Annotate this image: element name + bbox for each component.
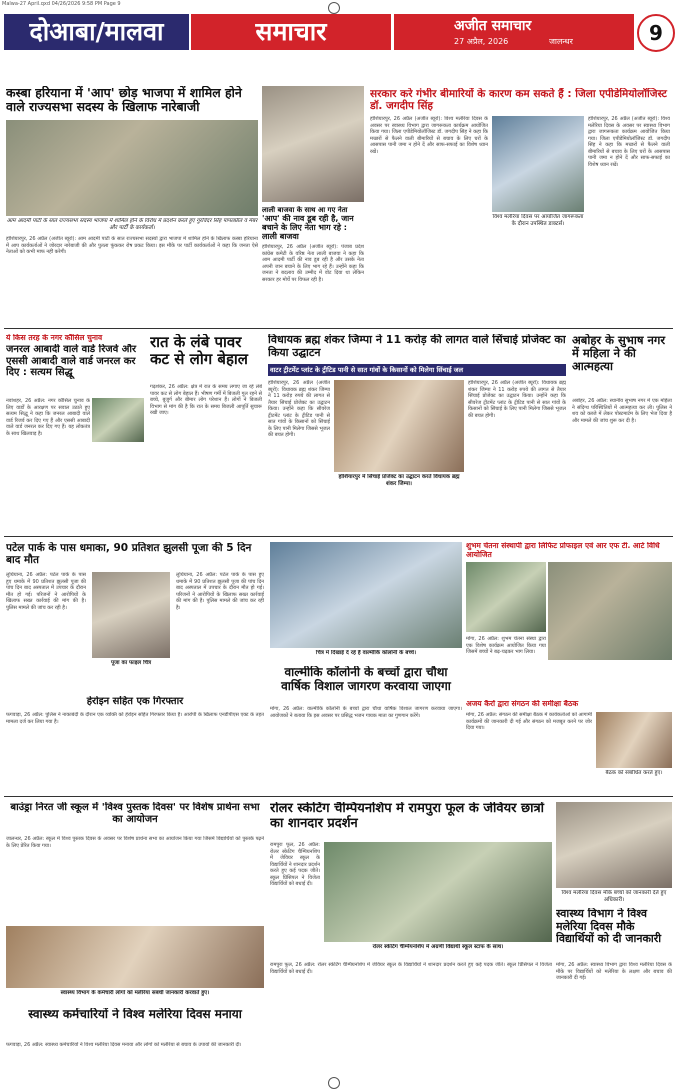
registration-mark-top — [328, 2, 340, 14]
divider-row1 — [4, 328, 673, 329]
s12-photo — [270, 542, 462, 648]
s4-subhead: जनरल आबादी वाले वार्ड रिजर्व और एससी आबादी वाले वार्ड जनरल कर दिए : सत्यम सिद्धू — [6, 344, 137, 378]
s10-headline: शुभम चेतना संस्थापी द्वारा लिफिट प्रोफाइल एवं आर एफ टी. आर्ट विधि आयोजित — [466, 542, 660, 558]
page-number-badge: 9 — [637, 14, 675, 52]
s8-body-cont: लुधियाना, 26 अप्रैल: पटेल पार्क के पास हुए धमाके में 90 प्रतिशत झुलसी पूजा की पांच दिन बाद अस्पताल में उपचार के दौरान मौत हो गई। परिजनों ने आरोपियों के खिलाफ सख्त कार्रवाई की मांग की है। पुलिस मामले की जांच कर रही है। — [176, 572, 264, 611]
s6-body-cont: होशियारपुर, 26 अप्रैल (अजीत ब्यूरो): विधायक ब्रह्म शंकर जिम्पा ने 11 करोड़ रुपये की लागत से तैयार सिंचाई प्रोजेक्ट का उद्घाटन किया। उन्होंने कहा कि सीवरेज ट्रीटमेंट प्लांट के ट्रीटिड पानी से सात गांवों के किसानों को सिंचाई के लिए पानी मिलेगा जिससे भूजल की बचत होगी। — [468, 380, 566, 419]
s8-body: लुधियाना, 26 अप्रैल: पटेल पार्क के पास हुए धमाके में 90 प्रतिशत झुलसी पूजा की पांच दिन बाद अस्पताल में उपचार के दौरान मौत हो गई। परिजनों ने आरोपियों के खिलाफ सख्त कार्रवाई की मांग की है। पुलिस मामले की जांच कर रही है। — [6, 572, 86, 611]
s11-headline: बाउंड्रा निरत जी स्कूल में 'विश्व पुस्तक दिवस' पर विशेष प्रार्थना सभा का आयोजन — [10, 802, 260, 825]
s8-photo — [92, 572, 170, 658]
s8-caption: पूजा का फाइल चित्र — [110, 660, 152, 666]
s10-photo-2 — [548, 562, 672, 660]
s16-headline: स्वास्थ्य विभाग ने विश्व मलेरिया दिवस मौके विद्यार्थियों को दी जानकारी — [556, 908, 662, 946]
s2-photo — [262, 86, 364, 202]
s2-photo-caption: लाली बाजवा के साथ आ गए नेता — [262, 206, 348, 214]
s14-headline: रोलर स्केटिंग चैम्पियनशिप में रामपुरा फूल के जेवियर छात्रों का शानदार प्रदर्शन — [270, 802, 545, 831]
s2-body: होशियारपुर, 26 अप्रैल (अजीत ब्यूरो): पंजाब प्रदेश कांग्रेस कमेटी के वरिष्ठ नेता लाली बाजवा ने कहा कि आम आदमी पार्टी की नाव डूब रही है और उसके नेता अपनी जान बचाने के लिए भाग रहे हैं। उन्होंने कहा कि जनता ने बदलाव की उम्मीद में वोट दिया था लेकिन सरकार हर मोर्चे पर विफल रही है। — [262, 244, 364, 283]
s16-body: मोगा, 26 अप्रैल: स्वास्थ्य विभाग द्वारा विश्व मलेरिया दिवस के मौके पर विद्यार्थियों को मलेरिया के लक्षण और बचाव की जानकारी दी गई। — [556, 962, 672, 981]
scan-header: Malwa-27 April.qxd 04/26/2026 9:58 PM Page 9 — [2, 1, 121, 7]
s12-headline: वाल्मीकि कॉलोनी के बच्चों द्वारा चौथा वार्षिक विशाल जागरण करवाया जाएगा — [281, 666, 451, 693]
s2-quote: 'आप' की नाव डूब रही है, जान बचाने के लिए नेता भाग रहे : लाली बाजवा — [262, 214, 354, 242]
s16-caption: विश्व मलेरिया दिवस मौके बच्चों को जानकारी देते हुए अधिकारी। — [561, 890, 667, 903]
s7-body: अबोहर, 26 अप्रैल: स्थानीय सुभाष नगर में एक महिला ने संदिग्ध परिस्थितियों में आत्महत्या कर ली। पुलिस ने शव को कब्जे में लेकर पोस्टमार्टम के लिए भेज दिया है और मामले की जांच शुरू कर दी है। — [572, 398, 672, 424]
s15-caption: स्वास्थ्य विभाग के कर्मचारी लोगों को मलेरिया संबंधी जानकारी करवाते हुए। — [60, 990, 210, 996]
masthead-mid-title: समाचार — [191, 14, 391, 50]
s1-photo — [6, 120, 258, 216]
s13-caption: बैठक को संबोधित करते हुए। — [605, 770, 663, 776]
s12-body: मोगा, 26 अप्रैल: वाल्मीकि कॉलोनी के बच्चों द्वारा चौथा वार्षिक विशाल जागरण करवाया जाएगा। आयोजकों ने बताया कि इस अवसर पर प्रसिद्ध भजन गायक माता का गुणगान करेंगे। — [270, 706, 462, 719]
s1-body: होशियारपुर, 26 अप्रैल (अजीत ब्यूरो): आम आदमी पार्टी के सात राज्यसभा सदस्यों द्वारा भाजपा में शामिल होने के खिलाफ कस्बा हरियाना में आप कार्यकर्ताओं ने जोरदार नारेबाजी की और पुतला फूंककर रोष प्रकट किया। इस मौके पर पार्टी कार्यकर्ताओं ने कहा कि जनता ऐसे नेताओं को कभी माफ नहीं करेगी। — [6, 236, 258, 255]
s9-headline: हेरोइन सहित एक गिरफ्तार — [86, 696, 184, 707]
s4-headline: ये किस तरह के नगर कौंसिल चुनाव — [6, 334, 103, 342]
s15-headline: स्वास्थ्य कर्मचारियों ने विश्व मलेरिया दिवस मनाया — [28, 1008, 242, 1021]
masthead-left-title: दोआबा/मालवा — [4, 14, 189, 50]
s14-caption: रोलर स्केटिंग चैम्पियनशिप में अग्रणी विद्यार्थी स्कूल स्टाफ के साथ। — [372, 944, 504, 950]
s3-headline: सरकार करे गंभीर बीमारियों के कारण कम सकते हैं : जिला एपीडेमियोलॉजिस्ट डॉ. जगदीप सिंह — [370, 88, 667, 112]
registration-mark-bottom — [328, 1077, 340, 1089]
s3-body: होशियारपुर, 26 अप्रैल (अजीत ब्यूरो): विश्व मलेरिया दिवस के अवसर पर स्वास्थ्य विभाग द्वारा जागरूकता कार्यक्रम आयोजित किया गया। जिला एपीडेमियोलॉजिस्ट डॉ. जगदीप सिंह ने कहा कि मच्छरों से फैलने वाली बीमारियों से बचाव के लिए घरों के आसपास पानी जमा न होने दें और साफ-सफाई का विशेष ध्यान रखें। — [370, 116, 488, 155]
s10-body: मोगा, 26 अप्रैल: शुभम चेतना संस्था द्वारा एक विशेष कार्यक्रम आयोजित किया गया जिसमें बच्चों ने बढ़-चढ़कर भाग लिया। — [466, 636, 546, 655]
s11-body: जालन्धर, 26 अप्रैल: स्कूल में विश्व पुस्तक दिवस के अवसर पर विशेष प्रार्थना सभा का आयोजन किया गया जिसमें विद्यार्थियों को पुस्तकें पढ़ने के लिए प्रेरित किया गया। — [6, 836, 264, 849]
s6-photo — [334, 380, 464, 472]
masthead-paper-name: अजीत समाचार — [454, 18, 532, 34]
s13-photo — [596, 712, 672, 768]
s3-caption: विश्व मलेरिया दिवस पर आयोजित जागरूकता के दौरान उपस्थित डाक्टर्स। — [492, 214, 584, 227]
s15-photo — [6, 926, 264, 988]
divider-row2 — [4, 536, 673, 537]
s13-headline: अजय कैरों द्वारा संगठन की समीक्षा बैठक — [466, 700, 579, 708]
s12-caption: चित्र में दिखाई दे रहे हैं वाल्मीकि कॉलोनी के बच्चे। — [315, 650, 417, 656]
s4-photo — [92, 398, 144, 442]
s8-headline: पटेल पार्क के पास धमाका, 90 प्रतिशत झुलसी पूजा की 5 दिन बाद मौत — [6, 542, 252, 567]
s5-headline: रात के लंबे पावर कट से लोग बेहाल — [150, 334, 248, 369]
s14-body: रामपुरा फूल, 26 अप्रैल: रोलर स्केटिंग चैम्पियनशिप में जेवियर स्कूल के विद्यार्थियों ने शानदार प्रदर्शन करते हुए कई पदक जीते। स्कूल प्रिंसिपल ने विजेता विद्यार्थियों को बधाई दी। — [270, 842, 320, 887]
masthead — [4, 14, 673, 50]
s3-body-cont: होशियारपुर, 26 अप्रैल (अजीत ब्यूरो): विश्व मलेरिया दिवस के अवसर पर स्वास्थ्य विभाग द्वारा जागरूकता कार्यक्रम आयोजित किया गया। जिला एपीडेमियोलॉजिस्ट डॉ. जगदीप सिंह ने कहा कि मच्छरों से फैलने वाली बीमारियों से बचाव के लिए घरों के आसपास पानी जमा न होने दें और साफ-सफाई का विशेष ध्यान रखें। — [588, 116, 670, 168]
s10-photo-1 — [466, 562, 546, 632]
divider-row3 — [4, 796, 673, 797]
s14-photo — [324, 842, 552, 942]
s3-photo — [492, 116, 584, 212]
s6-subhead: वाटर ट्रीटमेंट प्लांट के ट्रीटिड पानी से सात गांवों के किसानों को मिलेगा सिंचाई जल — [270, 366, 464, 374]
s16-photo — [556, 802, 672, 888]
s6-headline: विधायक ब्रह्म शंकर जिम्पा ने 11 करोड़ की लागत वाले सिंचाई प्रोजेक्ट का किया उद्घाटन — [268, 334, 566, 359]
s1-caption: आम आदमी पार्टी के सात राज्यसभा सदस्य भाजपा में शामिल होने के विरोध में प्रदर्शन करते हुए गुरविंदर सिंह पापलप्रीत व मेंबर और पार्टी के कार्यकर्ता। — [6, 218, 258, 231]
masthead-right-block — [394, 14, 634, 50]
s15-body: फगवाड़ा, 26 अप्रैल: स्वास्थ्य कर्मचारियों ने विश्व मलेरिया दिवस मनाया और लोगों को मलेरिया से बचाव के उपायों की जानकारी दी। — [6, 1042, 242, 1048]
s6-body: होशियारपुर, 26 अप्रैल (अजीत ब्यूरो): विधायक ब्रह्म शंकर जिम्पा ने 11 करोड़ रुपये की लागत से तैयार सिंचाई प्रोजेक्ट का उद्घाटन किया। उन्होंने कहा कि सीवरेज ट्रीटमेंट प्लांट के ट्रीटिड पानी से सात गांवों के किसानों को सिंचाई के लिए पानी मिलेगा जिससे भूजल की बचत होगी। — [268, 380, 330, 438]
s5-body: गढ़शंकर, 26 अप्रैल: क्षेत्र में रात के समय लगाए जा रहे लंबे पावर कट से लोग बेहाल हैं। भीषण गर्मी में बिजली गुल रहने से बच्चे, बुजुर्ग और बीमार लोग परेशान हैं। लोगों ने बिजली विभाग से मांग की है कि रात के समय बिजली आपूर्ति सुचारू रखी जाए। — [150, 384, 262, 416]
masthead-date: 27 अप्रैल, 2026 — [454, 37, 509, 46]
s14-body-cont: रामपुरा फूल, 26 अप्रैल: रोलर स्केटिंग चैम्पियनशिप में जेवियर स्कूल के विद्यार्थियों ने शानदार प्रदर्शन करते हुए कई पदक जीते। स्कूल प्रिंसिपल ने विजेता विद्यार्थियों को बधाई दी। — [270, 962, 552, 975]
s1-headline: कस्बा हरियाना में 'आप' छोड़ भाजपा में शामिल होने वाले राज्यसभा सदस्य के खिलाफ नारेबाजी — [6, 86, 242, 115]
s4-body: नवांशहर, 26 अप्रैल: नगर कौंसिल चुनाव के लिए वार्डों के आरक्षण पर सवाल उठाते हुए सत्यम सिद्धू ने कहा कि जनरल आबादी वाले वार्ड रिजर्व कर दिए गए हैं और एससी आबादी वाले वार्ड जनरल कर दिए गए हैं। यह लोकतंत्र के साथ खिलवाड़ है। — [6, 398, 90, 437]
s13-body: मोगा, 26 अप्रैल: संगठन की समीक्षा बैठक में कार्यकर्ताओं को आगामी कार्यक्रमों की जानकारी दी गई और संगठन को मजबूत करने पर जोर दिया गया। — [466, 712, 592, 731]
s9-body: फगवाड़ा, 26 अप्रैल: पुलिस ने नाकाबंदी के दौरान एक व्यक्ति को हेरोइन सहित गिरफ्तार किया है। आरोपी के खिलाफ एनडीपीएस एक्ट के तहत मामला दर्ज कर लिया गया है। — [6, 712, 264, 725]
masthead-city: जालन्धर — [549, 37, 573, 46]
s7-headline: अबोहर के सुभाष नगर में महिला ने की आत्महत्या — [572, 334, 666, 374]
s6-caption: होशियारपुर में सिंचाई प्रोजेक्ट का उद्घाटन करते विधायक ब्रह्म शंकर जिम्पा। — [338, 474, 460, 487]
